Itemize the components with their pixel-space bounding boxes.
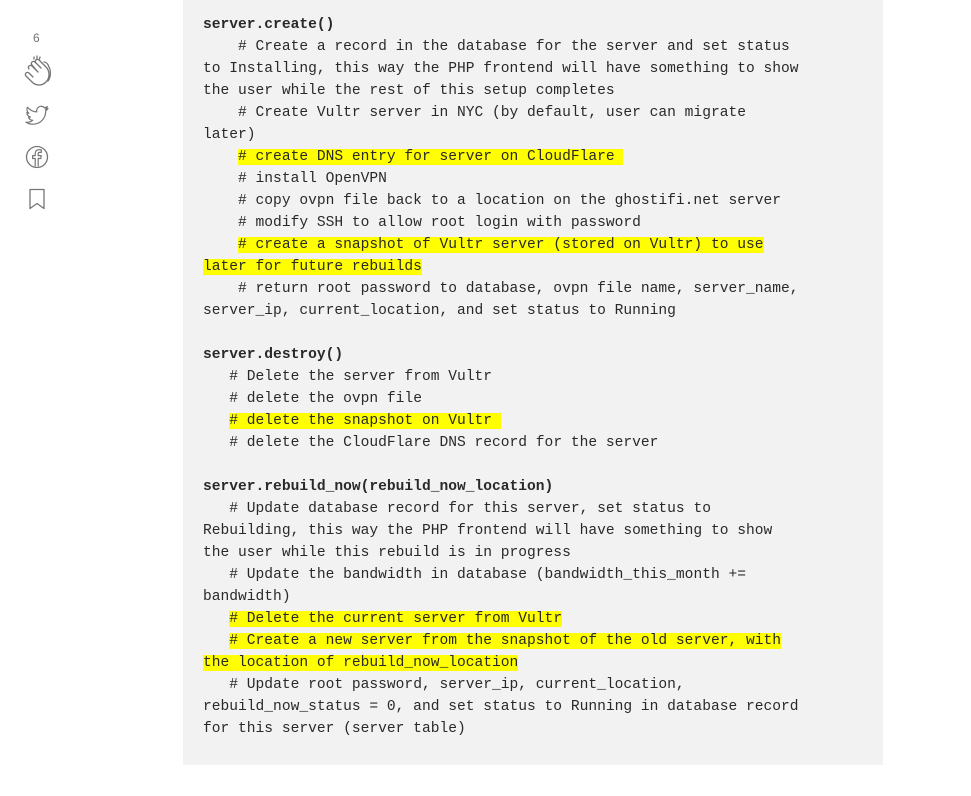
code-comment-line xyxy=(203,520,873,542)
code-comment-line xyxy=(203,146,873,168)
code-text: bandwidth) xyxy=(203,589,291,605)
share-sidebar xyxy=(0,0,80,796)
code-comment-line xyxy=(203,388,873,410)
code-content xyxy=(203,14,873,740)
code-blank-line xyxy=(203,454,873,476)
code-comment-line xyxy=(203,366,873,388)
code-text: server.create() xyxy=(203,17,335,33)
code-text: rebuild_now_status = 0, and set status to Running in database record xyxy=(203,699,799,715)
code-text: later) xyxy=(203,127,256,143)
code-comment-line xyxy=(203,696,873,718)
highlighted-code-text: # Create a new server from the snapshot of the old server, with xyxy=(229,633,782,649)
clap-count: 6 xyxy=(33,31,40,45)
code-comment-line xyxy=(203,124,873,146)
code-comment-line xyxy=(203,674,873,696)
code-text: for this server (server table) xyxy=(203,721,466,737)
code-comment-line xyxy=(203,58,873,80)
code-text: # delete the ovpn file xyxy=(229,391,422,407)
twitter-icon[interactable] xyxy=(24,105,50,127)
code-text: # modify SSH to allow root login with password xyxy=(238,215,641,231)
code-comment-line xyxy=(203,36,873,58)
clap-icon[interactable] xyxy=(21,55,55,89)
code-text: # Delete the server from Vultr xyxy=(229,369,493,385)
code-comment-line xyxy=(203,190,873,212)
bookmark-icon[interactable] xyxy=(27,187,47,211)
code-comment-line xyxy=(203,168,873,190)
code-blank-line xyxy=(203,322,873,344)
code-comment-line xyxy=(203,630,873,652)
code-comment-line xyxy=(203,410,873,432)
highlighted-code-text: # create a snapshot of Vultr server (stored on Vultr) to use xyxy=(238,237,764,253)
code-text: # Create a record in the database for the server and set status xyxy=(238,39,790,55)
code-comment-line xyxy=(203,542,873,564)
code-text: Rebuilding, this way the PHP frontend will have something to show xyxy=(203,523,773,539)
code-comment-line xyxy=(203,80,873,102)
highlighted-code-text: # delete the snapshot on Vultr xyxy=(229,413,501,429)
code-comment-line xyxy=(203,718,873,740)
code-comment-line xyxy=(203,586,873,608)
code-text: the user while this rebuild is in progress xyxy=(203,545,571,561)
code-comment-line xyxy=(203,608,873,630)
facebook-icon[interactable] xyxy=(25,145,49,169)
code-text: # Create Vultr server in NYC (by default, user can migrate xyxy=(238,105,746,121)
code-text: # Update root password, server_ip, current_location, xyxy=(229,677,685,693)
code-comment-line xyxy=(203,278,873,300)
highlighted-code-text: # create DNS entry for server on CloudFlare xyxy=(238,149,624,165)
highlighted-code-text: # Delete the current server from Vultr xyxy=(229,611,563,627)
code-text: # delete the CloudFlare DNS record for the server xyxy=(229,435,659,451)
code-text: to Installing, this way the PHP frontend will have something to show xyxy=(203,61,799,77)
highlighted-code-text: later for future rebuilds xyxy=(203,259,422,275)
code-text: # copy ovpn file back to a location on the ghostifi.net server xyxy=(238,193,782,209)
code-text: # Update database record for this server, set status to xyxy=(229,501,711,517)
code-comment-line xyxy=(203,498,873,520)
code-function-line xyxy=(203,476,873,498)
code-comment-line xyxy=(203,102,873,124)
code-comment-line xyxy=(203,300,873,322)
code-text: # return root password to database, ovpn file name, server_name, xyxy=(238,281,799,297)
code-comment-line xyxy=(203,234,873,256)
highlighted-code-text: the location of rebuild_now_location xyxy=(203,655,519,671)
code-text: server_ip, current_location, and set status to Running xyxy=(203,303,676,319)
code-text: server.destroy() xyxy=(203,347,344,363)
code-text: # install OpenVPN xyxy=(238,171,387,187)
code-block xyxy=(183,0,883,765)
code-comment-line xyxy=(203,564,873,586)
code-function-line xyxy=(203,344,873,366)
code-comment-line xyxy=(203,256,873,278)
code-comment-line xyxy=(203,432,873,454)
code-comment-line xyxy=(203,652,873,674)
code-comment-line xyxy=(203,212,873,234)
code-text: # Update the bandwidth in database (bandwidth_this_month += xyxy=(229,567,746,583)
code-text: the user while the rest of this setup completes xyxy=(203,83,615,99)
code-text: server.rebuild_now(rebuild_now_location) xyxy=(203,479,554,495)
code-function-line xyxy=(203,14,873,36)
